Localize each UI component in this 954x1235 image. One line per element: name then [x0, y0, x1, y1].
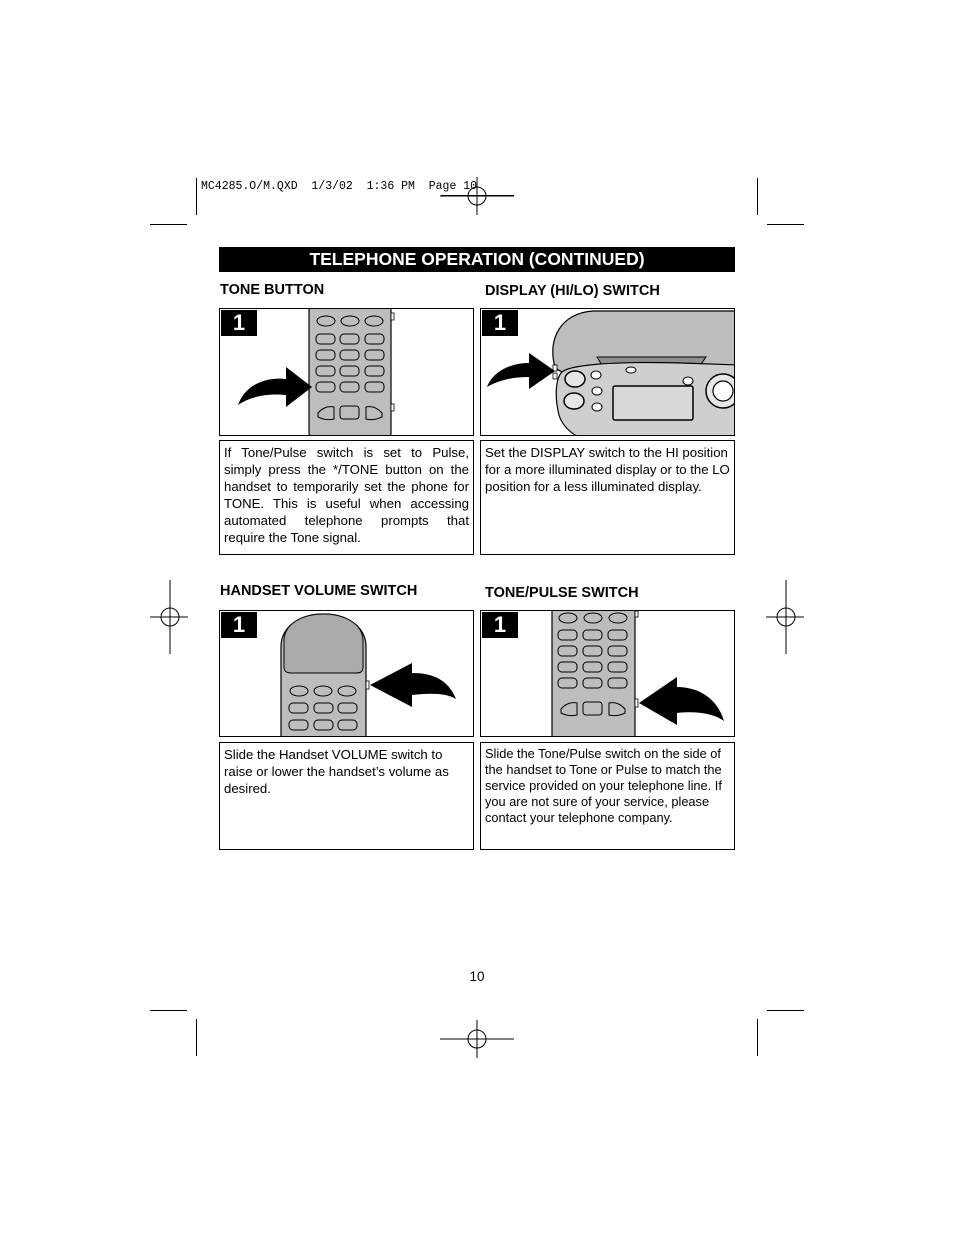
heading-handset-volume: HANDSET VOLUME SWITCH	[220, 583, 418, 599]
description-display-switch: Set the DISPLAY switch to the HI position for a more illuminated display or to the LO position for a less illuminated display.	[480, 440, 735, 555]
illustration-display-switch	[480, 308, 735, 436]
crop-mark	[757, 1019, 758, 1056]
crop-mark	[150, 1010, 187, 1011]
description-handset-volume: Slide the Handset VOLUME switch to raise or lower the handset’s volume as desired.	[219, 742, 474, 850]
arrow-icon	[487, 353, 555, 389]
illustration-handset-volume	[219, 610, 474, 737]
description-tone-pulse-switch: Slide the Tone/Pulse switch on the side of the handset to Tone or Pulse to match the service provided on your telephone line. If you are not sure of your service, please contact your telephone company.	[480, 742, 735, 850]
crop-mark	[196, 1019, 197, 1056]
step-badge: 1	[221, 310, 257, 336]
arrow-icon	[238, 367, 312, 407]
heading-tone-pulse-switch: TONE/PULSE SWITCH	[485, 585, 639, 601]
registration-mark-top	[437, 177, 517, 217]
registration-mark-bottom	[437, 1020, 517, 1060]
crop-mark	[757, 178, 758, 215]
description-tone-button: If Tone/Pulse switch is set to Pulse, simply press the */TONE button on the handset to temporarily set the phone for TONE. This is useful when accessing automated telephone prompts that require the Tone signal.	[219, 440, 474, 555]
handset-keypad-illustration	[220, 309, 474, 436]
printer-slug: MC4285.O/M.QXD 1/3/02 1:36 PM Page 10	[201, 180, 478, 193]
illustration-tone-button	[219, 308, 474, 436]
crop-mark	[767, 224, 804, 225]
handset-earpiece-illustration	[220, 611, 474, 737]
registration-mark-left	[150, 580, 190, 656]
arrow-icon	[639, 677, 724, 725]
step-badge: 1	[221, 612, 257, 638]
heading-tone-button: TONE BUTTON	[220, 282, 325, 298]
crop-mark	[196, 178, 197, 215]
heading-display-switch: DISPLAY (HI/LO) SWITCH	[485, 283, 660, 299]
step-badge: 1	[482, 612, 518, 638]
arrow-icon	[370, 663, 456, 707]
base-unit-illustration	[481, 309, 735, 436]
registration-mark-right	[766, 580, 806, 656]
crop-mark	[150, 224, 187, 225]
page-number: 10	[469, 969, 485, 984]
illustration-tone-pulse-switch	[480, 610, 735, 737]
step-badge: 1	[482, 310, 518, 336]
section-banner: TELEPHONE OPERATION (CONTINUED)	[219, 247, 735, 272]
crop-mark	[767, 1010, 804, 1011]
handset-side-illustration	[481, 611, 735, 737]
